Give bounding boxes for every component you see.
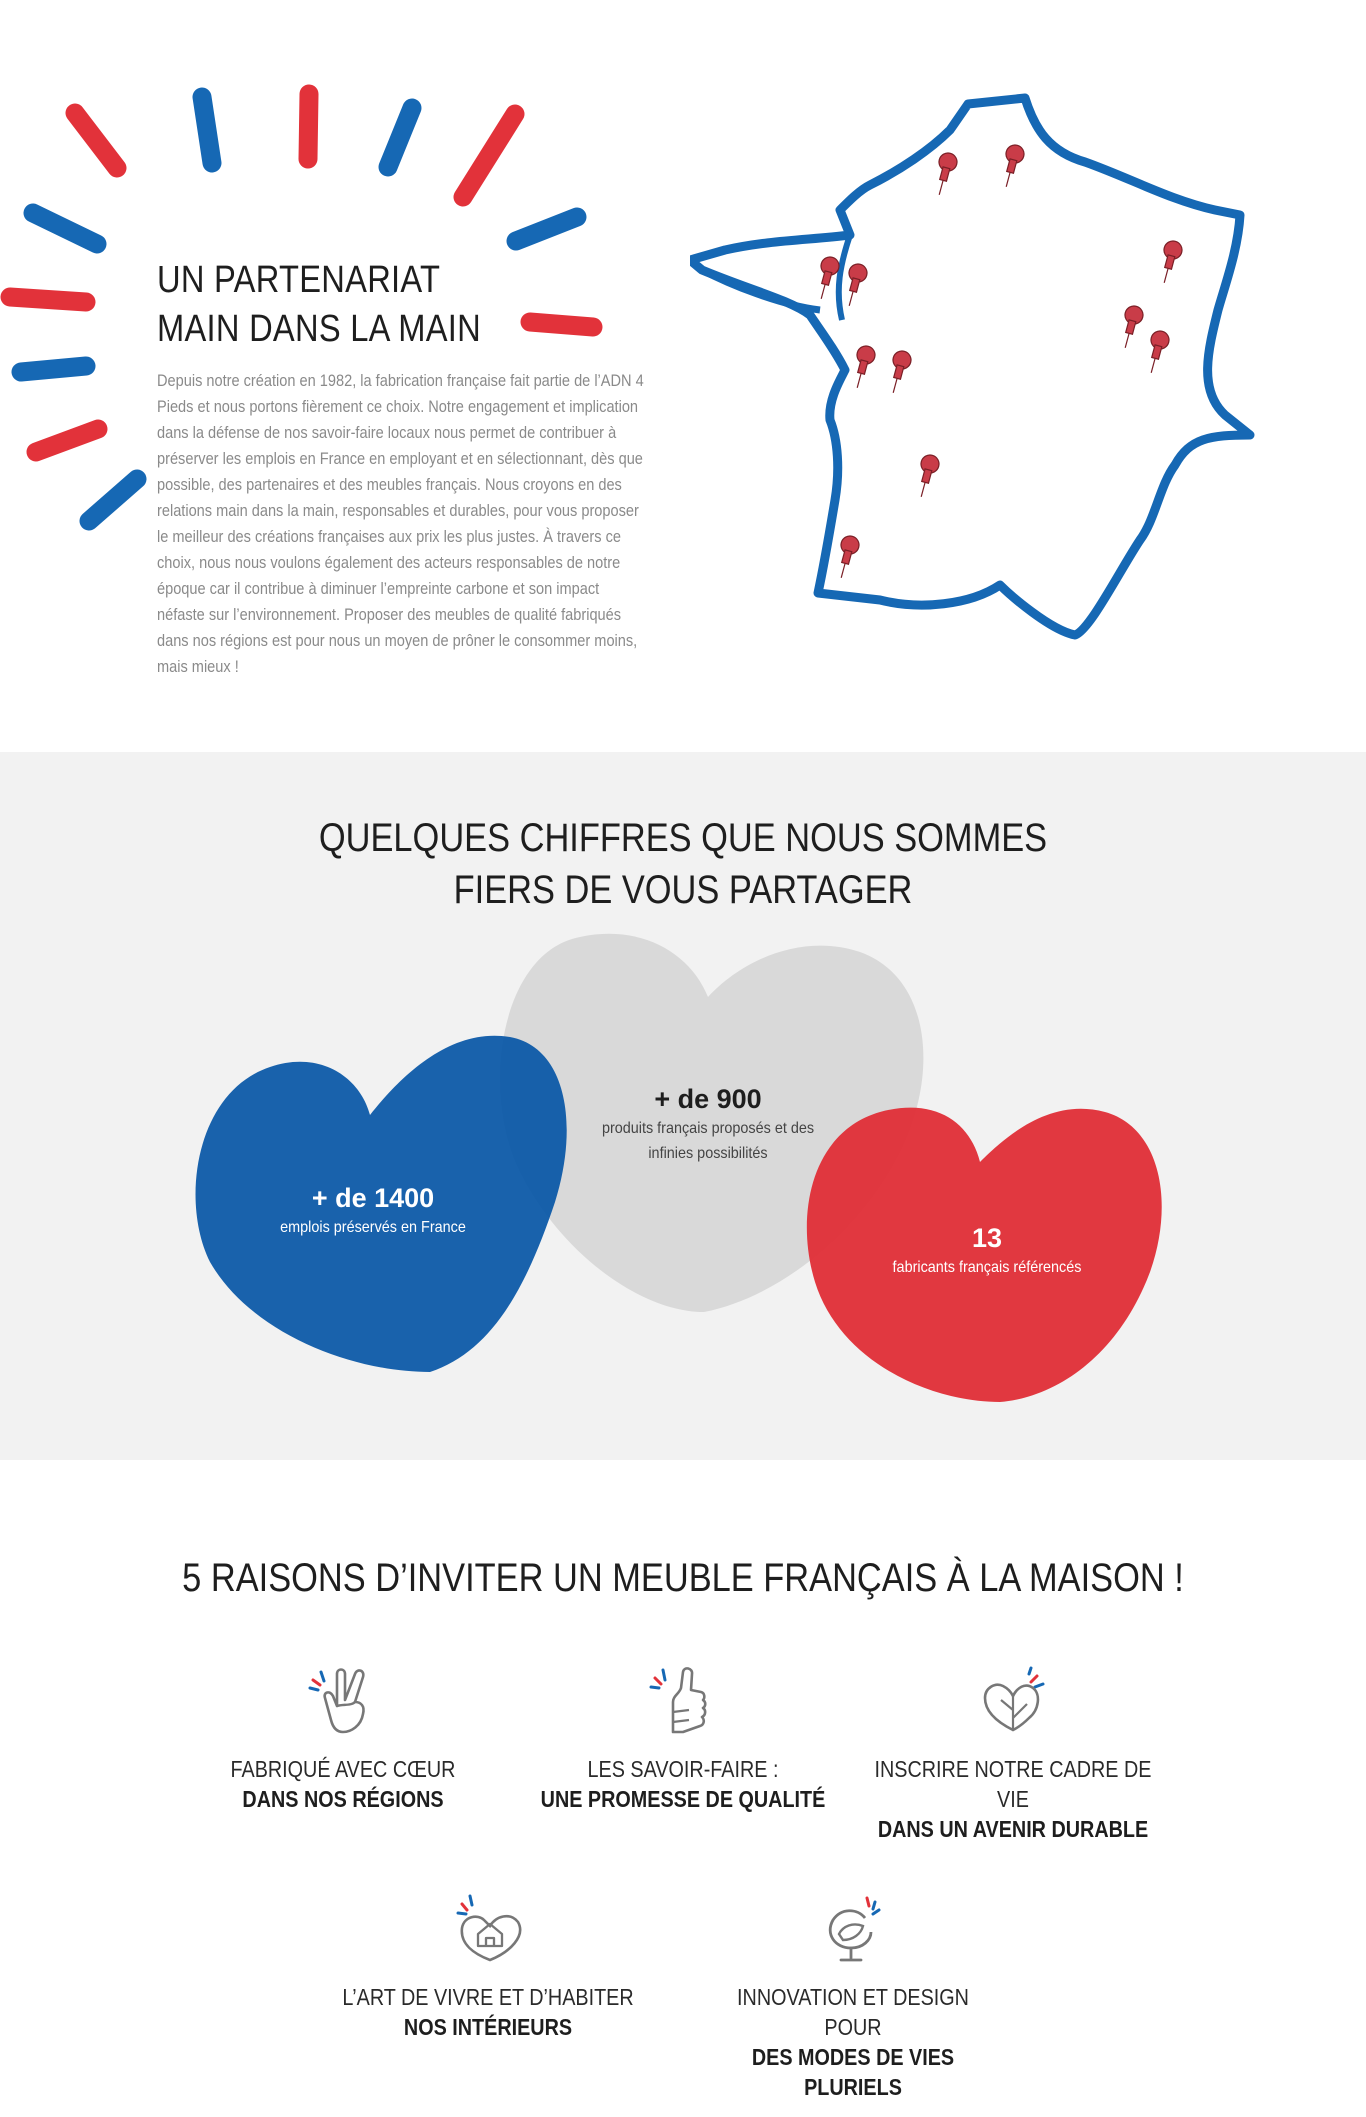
reason-line2: NOS INTÉRIEURS xyxy=(403,2014,573,2040)
ray xyxy=(388,108,412,167)
reason-line2: DANS UN AVENIR DURABLE xyxy=(877,1816,1149,1842)
reason-line2: DES MODES DE VIES PLURIELS xyxy=(751,2044,955,2100)
stat-manufacturers-label: fabricants français référencés xyxy=(892,1259,1082,1276)
leaf-heart-icon xyxy=(973,1660,1053,1740)
figures-title-line1: QUELQUES CHIFFRES QUE NOUS SOMMES xyxy=(318,816,1048,860)
ray xyxy=(308,94,309,159)
ray xyxy=(75,113,117,168)
reasons-title: 5 RAISONS D’INVITER UN MEUBLE FRANÇAIS À LA MAISON ! xyxy=(182,1556,1184,1600)
pin-icon xyxy=(1143,329,1172,375)
pin-icon xyxy=(833,534,862,580)
pin-icon xyxy=(1117,304,1146,350)
thumbs-up-icon xyxy=(643,1660,723,1740)
ray xyxy=(10,297,86,302)
ray xyxy=(516,217,577,241)
partnership-title-line2: MAIN DANS LA MAIN xyxy=(157,308,481,350)
partnership-body: Depuis notre création en 1982, la fabrication française fait partie de l’ADN 4 Pieds et nous portons fièrement ce choix. Notre engagement et implication dans la défense de nos savoir-faire locaux nous permet de contribuer à préserver les emplois en France en employant et en sélectionnant, dès que possible, des partenaires et des meubles français. Nous croyons en des relations main dans la main, responsables et durables, pour vous proposer le meilleur des créations françaises aux prix les plus justes. À travers ce choix, nous nous voulons également des acteurs responsables de notre époque car il contribue à diminuer l’empreinte carbone et son impact néfaste sur l’environnement. Proposer des meubles de qualité fabriqués dans nos régions est pour nous un moyen de prôner le consommer moins, mais mieux ! xyxy=(157,372,644,676)
pin-icons xyxy=(813,143,1185,580)
stat-products-label-line2: infinies possibilités xyxy=(648,1145,768,1162)
ray xyxy=(36,429,98,452)
partnership-title xyxy=(157,256,518,354)
stat-jobs-value: + de 1400 xyxy=(311,1183,435,1213)
figures-section xyxy=(0,752,1366,1460)
ray xyxy=(33,213,97,244)
ray xyxy=(89,479,137,521)
stat-manufacturers-value: 13 xyxy=(971,1223,1003,1253)
reason-item xyxy=(173,1660,513,1814)
ray xyxy=(21,366,86,372)
stat-jobs-label: emplois préservés en France xyxy=(280,1219,466,1236)
stat-jobs xyxy=(238,1181,508,1240)
victory-hand-icon xyxy=(303,1660,383,1740)
reason-line1: FABRIQUÉ AVEC CŒUR xyxy=(230,1756,456,1782)
ray xyxy=(530,322,593,327)
pin-icon xyxy=(849,344,878,390)
partnership-section xyxy=(0,0,1366,752)
ray xyxy=(463,114,515,197)
stat-products-value: + de 900 xyxy=(654,1084,762,1114)
reason-item xyxy=(318,1888,658,2042)
reason-line1: LES SAVOIR-FAIRE : xyxy=(587,1756,779,1782)
reason-line2: UNE PROMESSE DE QUALITÉ xyxy=(540,1786,826,1812)
pin-icon xyxy=(885,349,914,395)
pin-icon xyxy=(913,453,942,499)
reason-item xyxy=(513,1660,853,1814)
partnership-title-line1: UN PARTENARIAT xyxy=(157,259,441,301)
ray xyxy=(202,97,212,163)
house-heart-icon xyxy=(448,1888,528,1968)
reason-item xyxy=(843,1660,1183,1844)
stat-products xyxy=(576,1082,840,1166)
france-outline-ribbon xyxy=(690,98,1250,635)
figures-title-line2: FIERS DE VOUS PARTAGER xyxy=(453,868,913,912)
reason-line2: DANS NOS RÉGIONS xyxy=(242,1786,444,1812)
pin-icon xyxy=(998,143,1027,189)
france-map-illustration xyxy=(690,90,1270,670)
reason-line1: INSCRIRE NOTRE CADRE DE VIE xyxy=(874,1756,1152,1812)
stat-products-label-line1: produits français proposés et des xyxy=(601,1120,815,1137)
reason-line1: INNOVATION ET DESIGN POUR xyxy=(737,1984,969,2040)
pin-icon xyxy=(931,151,960,197)
pin-icon xyxy=(841,262,870,308)
pin-icon xyxy=(1156,239,1185,285)
reasons-section xyxy=(0,1460,1366,2117)
reason-line1: L’ART DE VIVRE ET D’HABITER xyxy=(342,1984,634,2010)
egg-chair-icon xyxy=(813,1888,893,1968)
stat-manufacturers xyxy=(862,1221,1112,1280)
reason-item xyxy=(683,1888,1023,2102)
